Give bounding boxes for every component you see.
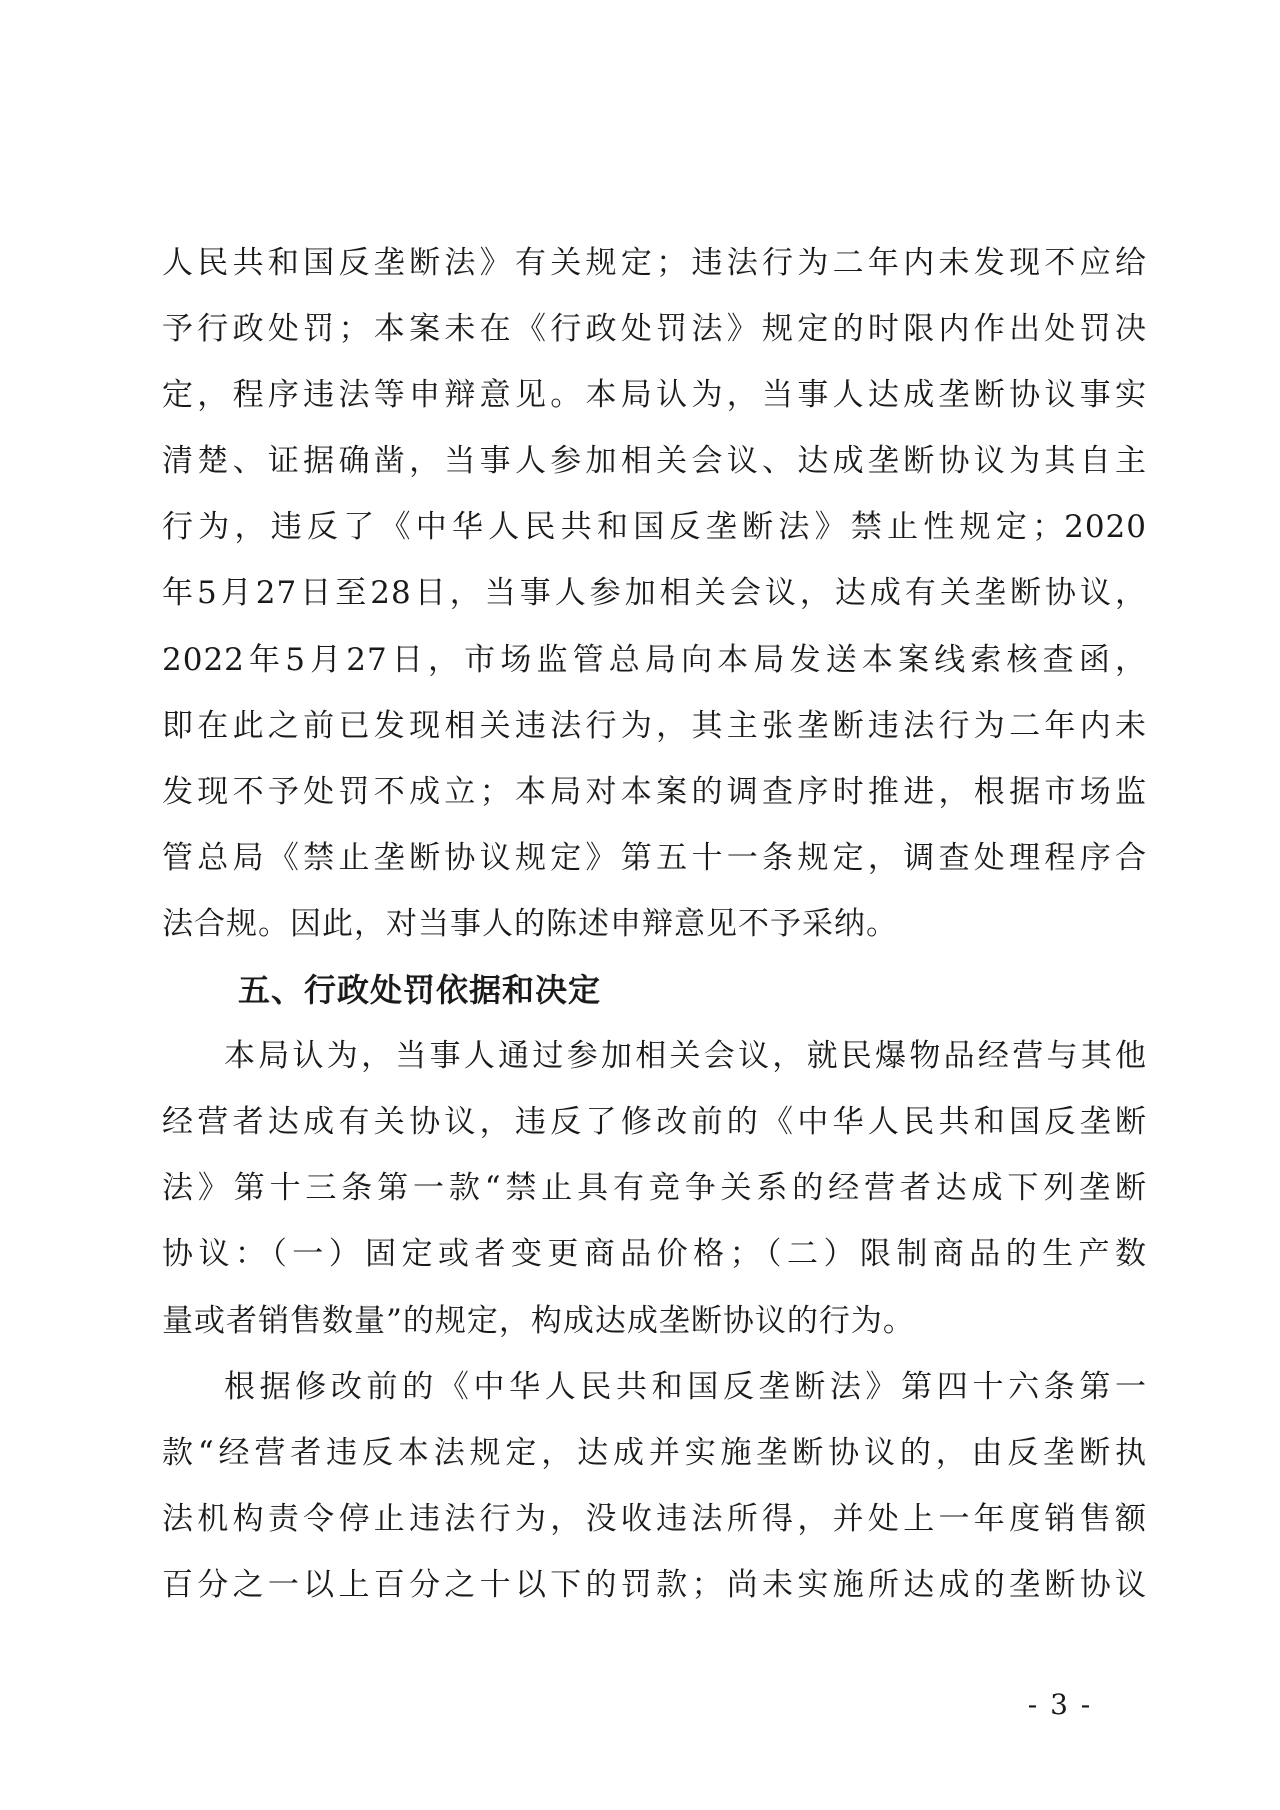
body-line-16: 协议：（一）固定或者变更商品价格；（二）限制商品的生产数 bbox=[162, 1236, 1147, 1273]
body-line-14: 经营者达成有关协议，违反了修改前的《中华人民共和国反垄断 bbox=[162, 1104, 1147, 1141]
body-line-19: 款“经营者违反本法规定，达成并实施垄断协议的，由反垄断执 bbox=[162, 1434, 1147, 1471]
body-line-4: 清楚、证据确凿，当事人参加相关会议、达成垄断协议为其自主 bbox=[162, 443, 1147, 480]
body-line-3: 定，程序违法等申辩意见。本局认为，当事人达成垄断协议事实 bbox=[162, 377, 1147, 414]
body-line-5: 行为，违反了《中华人民共和国反垄断法》禁止性规定；2020 bbox=[162, 509, 1147, 546]
body-line-8: 即在此之前已发现相关违法行为，其主张垄断违法行为二年内未 bbox=[162, 707, 1147, 744]
body-line-1: 人民共和国反垄断法》有关规定；违法行为二年内未发现不应给 bbox=[162, 245, 1147, 281]
body-line-17: 量或者销售数量”的规定，构成达成垄断协议的行为。 bbox=[162, 1302, 915, 1339]
section-heading: 五、行政处罚依据和决定 bbox=[238, 971, 602, 1010]
body-line-20: 法机构责令停止违法行为，没收违法所得，并处上一年度销售额 bbox=[162, 1500, 1147, 1537]
body-line-6: 年5月27日至28日，当事人参加相关会议，达成有关垄断协议， bbox=[162, 575, 1147, 612]
body-line-21: 百分之一以上百分之十以下的罚款；尚未实施所达成的垄断协议 bbox=[162, 1566, 1147, 1603]
body-line-15: 法》第十三条第一款“禁止具有竞争关系的经营者达成下列垄断 bbox=[162, 1170, 1147, 1207]
body-line-9: 发现不予处罚不成立；本局对本案的调查序时推进，根据市场监 bbox=[162, 773, 1147, 810]
body-line-10: 管总局《禁止垄断协议规定》第五十一条规定，调查处理程序合 bbox=[162, 839, 1147, 876]
body-line-11: 法合规。因此，对当事人的陈述申辩意见不予采纳。 bbox=[162, 905, 898, 942]
page-number: - 3 - bbox=[1027, 1688, 1093, 1721]
body-line-18: 根据修改前的《中华人民共和国反垄断法》第四十六条第一 bbox=[224, 1368, 1147, 1405]
body-line-2: 予行政处罚；本案未在《行政处罚法》规定的时限内作出处罚决 bbox=[162, 311, 1147, 348]
body-line-13: 本局认为，当事人通过参加相关会议，就民爆物品经营与其他 bbox=[224, 1038, 1147, 1075]
document-body bbox=[162, 230, 1147, 1618]
body-line-7: 2022年5月27日，市场监管总局向本局发送本案线索核查函， bbox=[162, 641, 1147, 678]
